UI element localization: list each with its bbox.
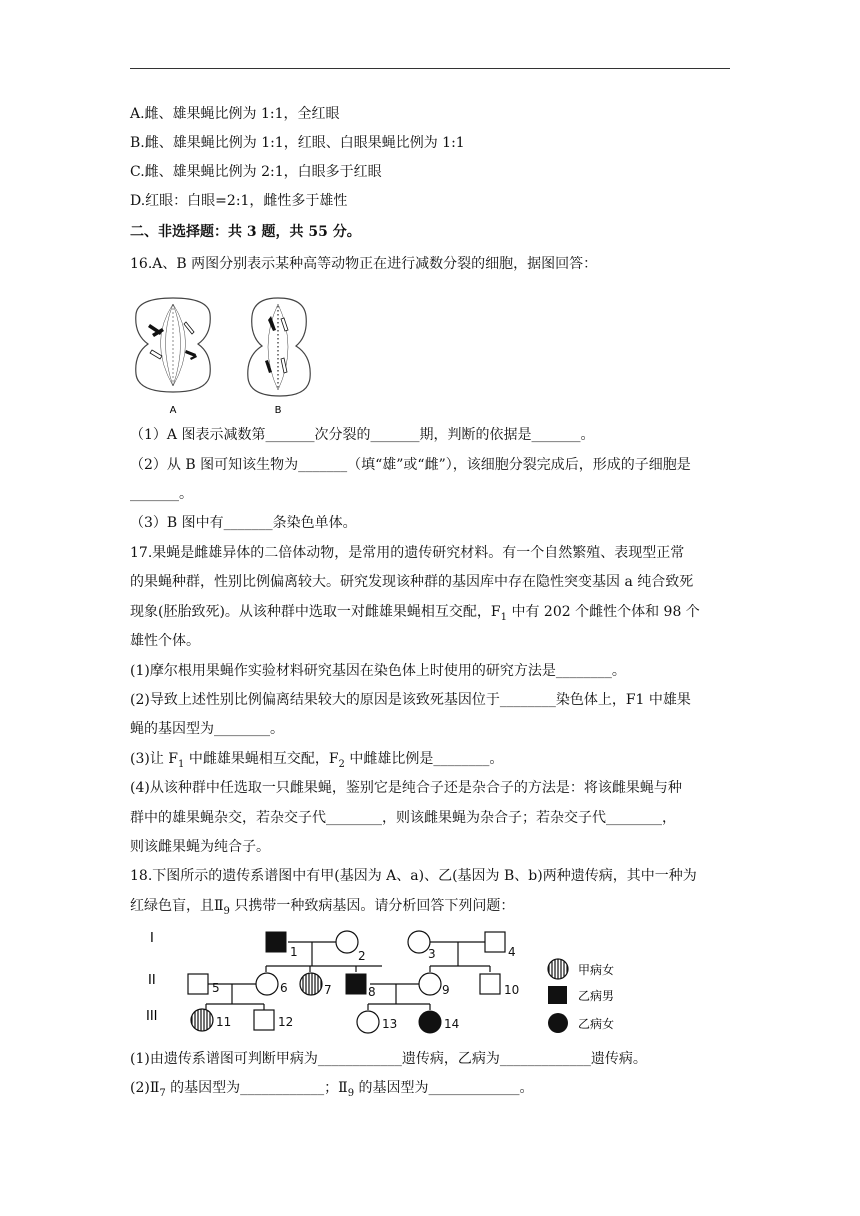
q18-sub2: $(2)Ⅱ_7$ 的基因型为____________；$Ⅱ_9$ 的基因型为_____________。	[130, 1080, 534, 1099]
individual-II9	[419, 973, 441, 995]
figure-label-a: A	[169, 405, 177, 416]
individual-II5	[188, 974, 208, 994]
individual-II8	[346, 974, 366, 994]
option-b: B.雌、雄果蝇比例为 1:1，红眼、白眼果蝇比例为 1:1	[130, 135, 465, 151]
label-14: 14	[444, 1017, 460, 1031]
individual-III11	[191, 1009, 213, 1031]
individual-II6	[256, 973, 278, 995]
label-12: 12	[278, 1015, 294, 1029]
q17-sub2a: (2)导致上述性别比例偏离结果较大的原因是该致死基因位于________染色体上，F1 中雄果	[130, 692, 691, 708]
option-a: A.雌、雄果蝇比例为 1:1，全红眼	[130, 106, 340, 122]
individual-II7	[300, 973, 322, 995]
q18-line2: 红绿色盲，且$Ⅱ_9$ 只携带一种致病基因。请分析回答下列问题：	[130, 898, 515, 917]
q17-line1: 17.果蝇是雌雄异体的二倍体动物，是常用的遗传研究材料。有一个自然繁殖、表现型正常	[130, 545, 685, 561]
label-2: 2	[358, 949, 366, 963]
q17-sub4b: 群中的雄果蝇杂交，若杂交子代________，则该雌果蝇为杂合子；若杂交子代________，	[130, 810, 676, 826]
q17-line4: 雄性个体。	[130, 633, 200, 649]
q17-line3: 现象(胚胎致死)。从该种群中选取一对雌雄果蝇相互交配，$F_1$ 中有 202 个雌性个体和 98 个	[130, 604, 700, 623]
section-title: 二、非选择题：共 3 题，共 55 分。	[130, 224, 361, 240]
label-7: 7	[324, 983, 332, 997]
option-c: C.雌、雄果蝇比例为 2:1，白眼多于红眼	[130, 164, 382, 180]
individual-I1	[266, 932, 286, 952]
individual-I3	[408, 931, 430, 953]
option-d: D.红眼：白眼=2:1，雌性多于雄性	[130, 193, 348, 209]
q17-sub4a: (4)从该种群中任选取一只雌果蝇，鉴别它是纯合子还是杂合子的方法是：将该雌果蝇与种	[130, 780, 682, 796]
individual-III14	[419, 1011, 441, 1033]
pedigree-chart	[140, 922, 660, 1040]
label-1: 1	[290, 945, 298, 959]
meiosis-figure	[128, 292, 328, 416]
label-13: 13	[382, 1017, 398, 1031]
label-3: 3	[428, 947, 436, 961]
label-10: 10	[504, 983, 520, 997]
label-8: 8	[368, 985, 376, 999]
q16-part3: （3）B 图中有_______条染色单体。	[130, 515, 357, 531]
gen-label-2: II	[148, 973, 156, 988]
label-11: 11	[216, 1015, 232, 1029]
q16-part2a: （2）从 B 图可知该生物为_______（填“雄”或“雌”），该细胞分裂完成后，形成的子细胞是	[130, 457, 691, 473]
cell-b	[248, 298, 310, 396]
q16-part2b: _______。	[130, 486, 193, 502]
label-6: 6	[280, 981, 288, 995]
q18-sub1: (1)由遗传系谱图可判断甲病为____________遗传病，乙病为_____________遗传病。	[130, 1051, 647, 1067]
cell-a-chromosomes	[148, 322, 197, 360]
q17-sub2b: 蝇的基因型为________。	[130, 721, 284, 737]
individual-I4	[485, 932, 505, 952]
label-4: 4	[508, 945, 516, 959]
legend-jia-female-icon	[548, 959, 568, 979]
cell-b-chromosomes	[265, 316, 288, 373]
legend-yi-male-icon	[548, 986, 567, 1004]
q17-sub3: (3)让 $F_1$ 中雌雄果蝇相互交配，$F_2$ 中雌雄比例是________。	[130, 751, 504, 770]
legend-yi-male: 乙病男	[578, 989, 615, 1003]
legend-yi-female-icon	[548, 1013, 568, 1033]
legend-yi-female: 乙病女	[578, 1017, 615, 1031]
gen-label-3: III	[146, 1009, 158, 1024]
individual-II10	[480, 974, 500, 994]
q16-part1: （1）A 图表示减数第_______次分裂的_______期，判断的依据是_______。	[130, 427, 595, 443]
figure-label-b: B	[274, 405, 282, 416]
q17-line2: 的果蝇种群，性别比例偏离较大。研究发现该种群的基因库中存在隐性突变基因 a 纯合致死	[130, 574, 694, 590]
q17-sub4c: 则该雌果蝇为纯合子。	[130, 839, 270, 855]
q16-stem: 16.A、B 两图分别表示某种高等动物正在进行减数分裂的细胞，据图回答：	[130, 256, 598, 272]
cell-a	[136, 298, 211, 392]
q18-line1: 18.下图所示的遗传系谱图中有甲(基因为 A、a)、乙(基因为 B、b)两种遗传病，其中一种为	[130, 868, 697, 884]
gen-label-1: I	[150, 931, 154, 946]
label-9: 9	[442, 983, 450, 997]
header-rule	[130, 68, 730, 69]
legend-jia-female: 甲病女	[578, 963, 615, 977]
label-5: 5	[212, 981, 220, 995]
q17-sub1: (1)摩尔根用果蝇作实验材料研究基因在染色体上时使用的研究方法是________。	[130, 663, 626, 679]
individual-I2	[336, 931, 358, 953]
individual-III13	[357, 1011, 379, 1033]
individual-III12	[254, 1010, 274, 1030]
